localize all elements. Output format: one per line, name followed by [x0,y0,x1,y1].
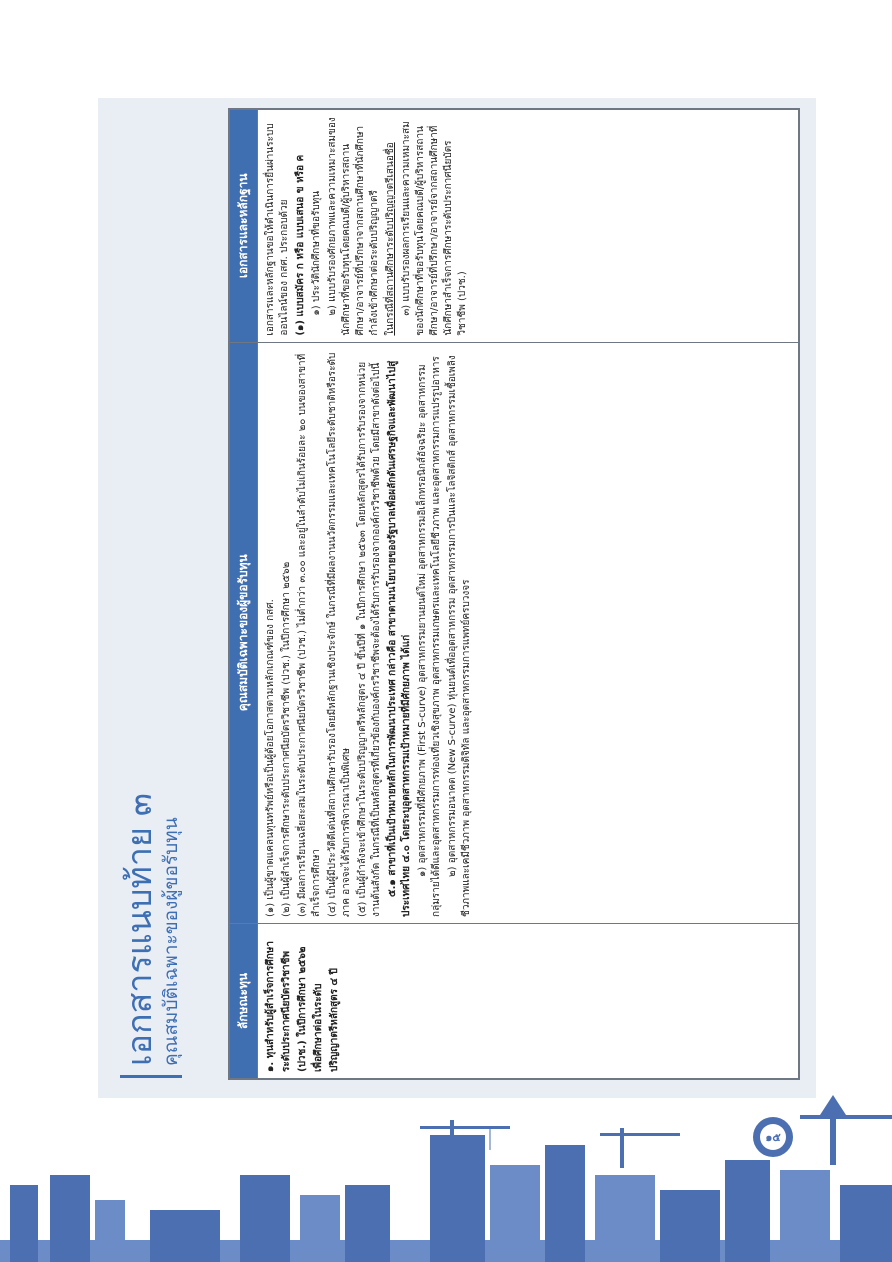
crane-icon [800,1095,892,1165]
qualification-subitem: ๑) อุตสาหกรรมที่มีศักยภาพ (First S-curve) อุตสาหกรรมยานยนต์ใหม่ อุตสาหกรรมอิเล็กทรอนิกส์อัจฉริยะ อุตสาหกรรมกลุ่มรายได้ดีและอุตสาหกรรมการท่องเที่ยวเชิงสุขภาพ อุตสาหกรรมเกษตรและเทคโนโลยีชีวภาพ และอุตสาหกรรมการแปรรูปอาหาร [417,356,442,917]
documents-cell [258,110,799,343]
qualification-item: (๑) เป็นผู้ขาดแคลนทุนทรัพย์หรือเป็นผู้ด้อยโอกาสตามหลักเกณฑ์ของ กสศ. [265,599,276,917]
document-item: ในกรณีที่สถานศึกษาระดับปริญญาตรีเสนอชื่อ [385,142,396,336]
building [240,1175,290,1262]
type-line: เพื่อศึกษาต่อในระดับ [313,983,324,1072]
document-item: ๓) แบบรับรองผลการเรียนและความเหมาะสมของนักศึกษาที่ขอรับทุนโดยคณบดี/ผู้บริหารสถานศึกษา/อาจารย์ที่ปรึกษา/อาจารย์จากสถานศึกษาที่นักศึกษาสำเร็จการศึกษาระดับประกาศนียบัตรวิชาชีพ (ปวช.) [401,121,468,336]
column-header-qualifications: คุณสมบัติเฉพาะของผู้ขอรับทุน [230,342,258,923]
type-line: ๑. ทุนสำหรับผู้สำเร็จการศึกษา [265,941,276,1072]
table-header-row [230,110,258,1079]
building [595,1175,655,1262]
building [780,1170,830,1262]
rotated-page-content [98,98,816,1098]
crane-icon [420,1120,510,1160]
qualification-item: (๕) เป็นผู้กำลังจะเข้าศึกษาในระดับปริญญาตรีหลักสูตร ๔ ปี ขึ้นปีที่ ๑ ในปีการศึกษา ๒๕๖๓ โดยหลักสูตรได้รับการรับรองจากหน่วยงานต้นสังกัด ในกรณีที่เป็นหลักสูตรที่เกี่ยวข้องกับองค์กรวิชาชีพจะต้องได้รับการรับรองจากองค์กรวิชาชีพด้วย โดยมีสาขาดังต่อไปนี้ [357,361,382,917]
column-header-documents: เอกสารและหลักฐาน [230,110,258,343]
page-number: ๑๕ [765,1131,781,1144]
column-header-type: ลักษณะทุน [230,923,258,1078]
document-item: (๑) แบบสมัคร ก หรือ แบบเสนอ ข หรือ ค [295,154,306,336]
building [545,1145,585,1262]
page-subtitle: คุณสมบัติเฉพาะของผู้ขอรับทุน [160,817,182,1066]
building [50,1175,90,1262]
document-item: ๒) แบบรับรองศักยภาพและความเหมาะสมของนักศึกษาที่ขอรับทุนโดยคณบดี/ผู้บริหารสถานศึกษา/อาจารย์ที่ปรึกษาจากสถานศึกษาที่นักศึกษากำลังเข้าศึกษาต่อระดับปริญญาตรี [327,117,380,336]
document-item: เอกสารและหลักฐานขอให้ดำเนินการยื่นผ่านระบบออนไลน์ของ กสศ. ประกอบด้วย [265,123,290,336]
building [10,1185,38,1262]
type-line: (ปวช.) ในปีการศึกษา ๒๕๖๒ [297,946,308,1072]
building [725,1160,770,1262]
page-title: เอกสารแนบท้าย ๓ [120,793,160,1066]
crane-icon [600,1128,680,1168]
qualifications-cell [258,342,799,923]
building [660,1190,720,1262]
title-block [112,118,222,1078]
table-row [258,110,799,1079]
qualification-subsection: ๕.๑ สาขาที่เป็นเป้าหมายหลักในการพัฒนาประเทศ กล่าวคือ สาขาตามนโยบายของรัฐบาลเพื่อผลักดันเศรษฐกิจและพัฒนาไปสู่ประเทศไทย ๔.๐ โดยระบุอุตสาหกรรมเป้าหมายที่มีศักยภาพ ได้แก่ [387,360,412,917]
qualification-item: (๔) เป็นผู้มีประวัติดีเด่นที่สถานศึกษารับรองโดยมีหลักฐานเชิงประจักษ์ ในกรณีที่มีผลงานนวัตกรรมและเทคโนโลยีระดับชาติหรือระดับภาค อาจจะได้รับการพิจารณาเป็นพิเศษ [327,352,352,917]
type-line: ระดับประกาศนียบัตรวิชาชีพ [281,951,292,1072]
building [95,1200,125,1262]
scholarship-type-cell [258,923,799,1078]
building [490,1165,540,1262]
qualification-subitem: ๒) อุตสาหกรรมอนาคต (New S-curve) หุ่นยนต์เพื่ออุตสาหกรรม อุตสาหกรรมการบินและโลจิสติกส์ อุตสาหกรรมเชื้อเพลิงชีวภาพและเคมีชีวภาพ อุตสาหกรรมดิจิทัล และอุตสาหกรรมการแพทย์ครบวงจร [447,355,472,917]
qualification-item: (๒) เป็นผู้สำเร็จการศึกษาระดับประกาศนียบัตรวิชาชีพ (ปวช.) ในปีการศึกษา ๒๕๖๒ [281,561,292,917]
building [300,1195,340,1262]
building [150,1210,220,1262]
qualification-item: (๓) มีผลการเรียนเฉลี่ยสะสมในระดับประกาศนียบัตรวิชาชีพ (ปวช.) ไม่ต่ำกว่า ๓.๐๐ และอยู่ในลำดับไม่เกินร้อยละ ๒๐ บนของสาขาที่สำเร็จการศึกษา [297,353,322,917]
scholarship-table [228,108,800,1080]
type-line: ปริญญาตรีหลักสูตร ๔ ปี [329,968,340,1072]
building [345,1185,390,1262]
document-item: ๑) ประวัตินักศึกษาที่ขอรับทุน [311,190,322,316]
title-accent-bar [120,1075,182,1078]
building [840,1185,892,1262]
